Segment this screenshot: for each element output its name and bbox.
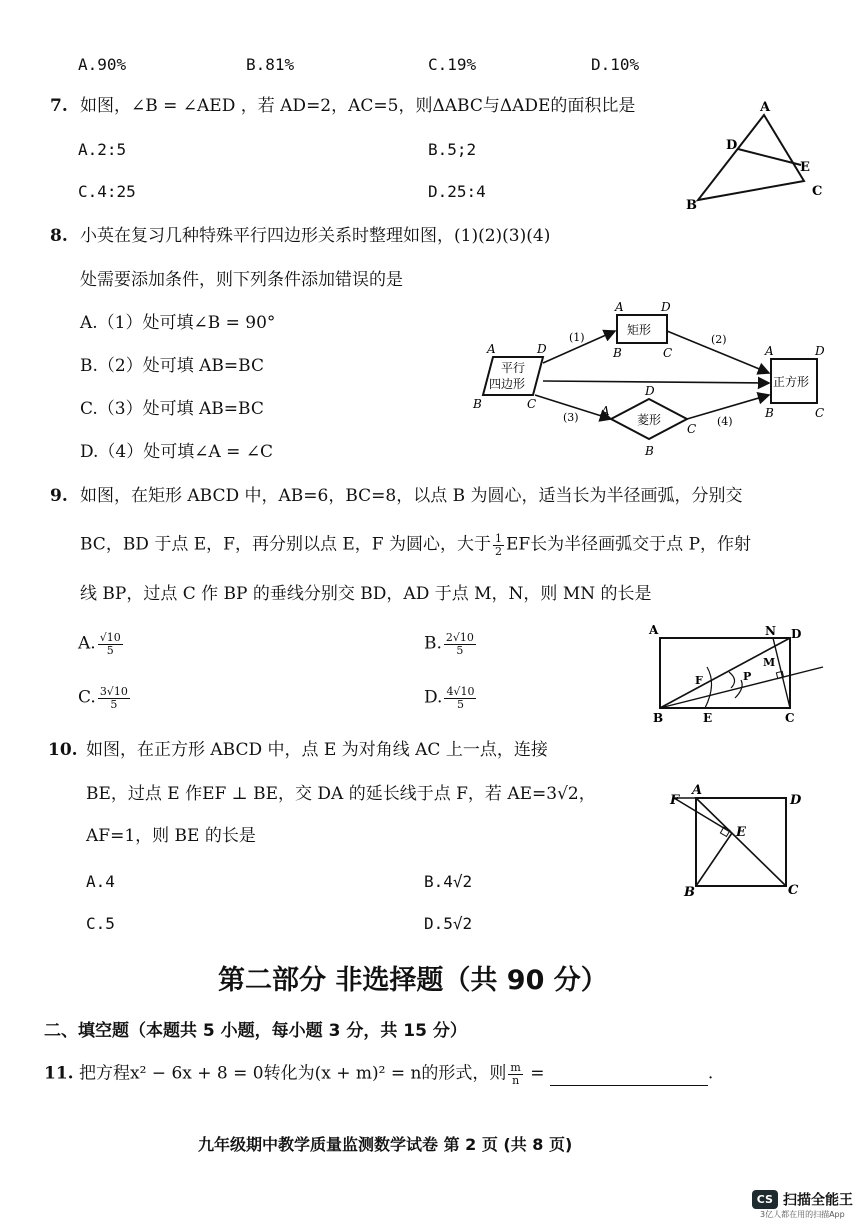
q8-option-b: B.（2）处可填 AB=BC xyxy=(80,356,264,376)
svg-text:A: A xyxy=(601,404,610,418)
svg-text:C: C xyxy=(663,346,673,360)
svg-text:B: B xyxy=(613,346,622,360)
q11-answer-blank xyxy=(550,1069,708,1086)
q8-option-c: C.（3）处可填 AB=BC xyxy=(80,399,264,419)
q7-option-b: B.5;2 xyxy=(428,140,477,159)
q8-quadrilateral-diagram xyxy=(465,295,835,465)
q7-option-d: D.25:4 xyxy=(428,182,486,201)
q6-option-d: D.10% xyxy=(591,55,640,74)
svg-text:C: C xyxy=(815,406,825,420)
svg-text:C: C xyxy=(785,711,795,725)
q6-option-b: B.81% xyxy=(246,55,295,74)
svg-text:B: B xyxy=(653,711,664,725)
q8-rhombus-label: 菱形 xyxy=(637,413,662,427)
q8-stem-line1: 小英在复习几种特殊平行四边形关系时整理如图，(1)(2)(3)(4) xyxy=(80,226,551,246)
part2-title: 第二部分 非选择题（共 90 分） xyxy=(218,965,608,996)
q8-step-1: (1) xyxy=(569,331,585,344)
svg-text:N: N xyxy=(765,624,776,638)
svg-text:E: E xyxy=(703,711,713,725)
q8-rectangle-label: 矩形 xyxy=(627,323,652,337)
q10-line1: 如图，在正方形 ABCD 中，点 E 为对角线 AC 上一点，连接 xyxy=(86,740,548,760)
svg-text:A: A xyxy=(615,300,624,314)
q6-option-a: A.90% xyxy=(78,55,127,74)
q8-parallelogram-line2: 四边形 xyxy=(489,377,526,391)
q7-triangle-figure xyxy=(680,95,830,215)
q10-option-c: C.5 xyxy=(86,914,115,933)
q7-label-e: E xyxy=(800,160,810,175)
svg-text:C: C xyxy=(527,397,537,411)
q8-option-d: D.（4）处可填∠A = ∠C xyxy=(80,442,274,462)
svg-text:C: C xyxy=(788,883,799,898)
q10-line2: BE，过点 E 作EF ⊥ BE，交 DA 的延长线于点 F，若 AE=3√2， xyxy=(86,784,596,804)
q8-option-a: A.（1）处可填∠B = 90° xyxy=(80,313,276,333)
q7-stem: 如图，∠B = ∠AED ，若 AD=2，AC=5，则ΔABC与ΔADE的面积比是 xyxy=(80,96,636,116)
q10-option-b: B.4√2 xyxy=(424,872,473,891)
svg-text:D: D xyxy=(661,300,671,314)
svg-text:C: C xyxy=(687,422,697,436)
q9-option-a: A. $\frac{√10}{5}$ xyxy=(78,631,121,657)
q10-number: 10. xyxy=(48,740,78,760)
q7-option-a: A.2:5 xyxy=(78,140,127,159)
q9-option-c: C. $\frac{3√10}{5}$ xyxy=(78,685,128,711)
q7-option-c: C.4:25 xyxy=(78,182,136,201)
q7-label-a: A xyxy=(760,100,771,115)
q8-number: 8. xyxy=(50,226,68,246)
svg-text:B: B xyxy=(645,444,654,458)
q9-line2: BC，BD 于点 E，F，再分别以点 E，F 为圆心，大于 $\frac{1}{2}$ EF长为半径画弧交于点 P，作射 xyxy=(80,532,752,558)
svg-text:D: D xyxy=(645,384,655,398)
svg-text:P: P xyxy=(743,670,752,683)
q8-parallelogram-line1: 平行 xyxy=(501,361,526,375)
svg-text:A: A xyxy=(692,783,703,798)
svg-text:B: B xyxy=(473,397,482,411)
q7-number: 7. xyxy=(50,96,68,116)
q11-stem: 把方程x² − 6x + 8 = 0转化为(x + m)² = n的形式，则 xyxy=(78,1063,507,1084)
svg-text:A: A xyxy=(649,623,659,637)
scanner-slogan: 3亿人都在用的扫描App xyxy=(759,1210,845,1219)
q8-step-3: (3) xyxy=(563,411,579,424)
svg-text:A: A xyxy=(765,344,774,358)
q9-rectangle-figure xyxy=(645,622,830,727)
q9-option-d: D. $\frac{4√10}{5}$ xyxy=(424,685,475,711)
q7-label-b: B xyxy=(686,198,697,213)
q8-step-4: (4) xyxy=(717,415,733,428)
q6-option-c: C.19% xyxy=(428,55,477,74)
svg-text:B: B xyxy=(765,406,774,420)
scanner-watermark xyxy=(752,1189,853,1221)
q10-option-d: D.5√2 xyxy=(424,914,473,933)
svg-text:B: B xyxy=(684,885,695,900)
scanner-app-name: 扫描全能王 xyxy=(783,1192,853,1208)
page-footer: 九年级期中教学质量监测数学试卷 第 2 页 (共 8 页) xyxy=(198,1135,573,1154)
q8-square-label: 正方形 xyxy=(773,375,810,389)
q9-line1: 如图，在矩形 ABCD 中，AB=6，BC=8，以点 B 为圆心，适当长为半径画弧，分别交 xyxy=(80,486,743,506)
svg-text:A: A xyxy=(487,342,496,356)
q7-label-d: D xyxy=(726,138,738,153)
q10-line3: AF=1，则 BE 的长是 xyxy=(86,826,256,846)
q9-number: 9. xyxy=(50,486,68,506)
q9-option-b: B. $\frac{2√10}{5}$ xyxy=(424,631,474,657)
svg-text:E: E xyxy=(736,825,746,840)
svg-text:M: M xyxy=(763,656,776,669)
q10-square-figure xyxy=(664,780,814,900)
section2-title: 二、填空题（本题共 5 小题，每小题 3 分，共 15 分） xyxy=(44,1021,467,1041)
svg-text:F: F xyxy=(670,793,680,808)
q11-number: 11. xyxy=(44,1063,74,1084)
q11: 11. 把方程x² − 6x + 8 = 0转化为(x + m)² = n的形式，则 $\frac{m}{n}$ = . xyxy=(44,1061,714,1087)
svg-text:D: D xyxy=(790,793,802,808)
q8-step-2: (2) xyxy=(711,333,727,346)
svg-text:D: D xyxy=(815,344,825,358)
q10-option-a: A.4 xyxy=(86,872,115,891)
svg-text:D: D xyxy=(791,627,802,641)
svg-text:D: D xyxy=(537,342,547,356)
q8-stem-line2: 处需要添加条件，则下列条件添加错误的是 xyxy=(80,270,403,290)
q9-line3: 线 BP，过点 C 作 BP 的垂线分别交 BD，AD 于点 M，N，则 MN 的长是 xyxy=(80,584,652,604)
q7-label-c: C xyxy=(812,184,823,199)
scanner-logo-icon: CS xyxy=(752,1190,778,1209)
svg-text:F: F xyxy=(695,674,703,687)
